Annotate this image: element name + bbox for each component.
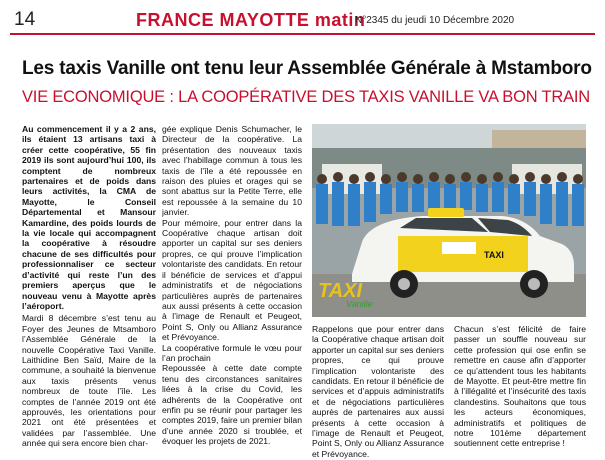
article-photo — [312, 124, 586, 317]
taxi-door-text: TAXI — [484, 250, 504, 260]
article-subhead — [22, 88, 590, 107]
body-paragraph: Pour mémoire, pour entrer dans la Coopérative chaque artisan doit apporter un capital sur ses deniers propres, ce qui prouve l’implication volontariste des candidats. En retour il bénéficie de services et d’appui administratifs et de négociations particulières auprès de partenaires aux aussi présents à cette occasion à l’image de Renault et Peugeot, Point S, Only ou Allianz Assurance et Prévoyance. — [162, 217, 302, 343]
body-paragraph: La coopérative formule le vœu pour l’an prochain — [162, 342, 302, 363]
column-1 — [22, 124, 156, 449]
lead-paragraph: Au commencement il y a 2 ans, ils étaient 13 artisans taxi à créer cette coopérative, 55 fin 2019 ils sont aujourd’hui 100, ils comptent de nombreux partenaires et de poids dans leurs activités, la CMA de Mayotte, le Conseil Départemental et Mansour Kamardine, des poids lourds de la vie locale qui accompagnent la coopérative à résoudre chacune de ses difficultés pour professionnaliser ce secteur d’activité qui reste l’un des premiers aperçus que le nouveau venu à Mayotte après l’aéroport. — [22, 124, 156, 311]
column-4 — [454, 324, 586, 449]
column-3 — [312, 324, 444, 459]
article-headline: Les taxis Vanille ont tenu leur Assemblée Générale à Mstamboro — [22, 58, 592, 79]
masthead-rule — [10, 33, 595, 35]
body-paragraph: gée explique Denis Schumacher, le Directeur de la coopérative. La présentation des nouveaux taxis avec l’habillage commun à tous les taxis de l’île a été repoussée en raison des pluies et orages qui se sont abattus sur la Petite Terre, elle est repoussée à la semaine du 10 janvier. — [162, 124, 302, 218]
issue-info: N°2345 du jeudi 10 Décembre 2020 — [355, 15, 515, 26]
masthead — [10, 6, 595, 32]
paper-name: FRANCE MAYOTTE matin — [136, 10, 366, 30]
page-number: 14 — [14, 9, 36, 30]
taxi-vanille-logo — [318, 280, 378, 312]
column-2 — [162, 124, 302, 447]
body-paragraph: Chacun s’est félicité de faire passer un souffle nouveau sur cette profession qui ose enfin se remettre en cause afin d’apporter ce qu’attendent tous les habitants de Mayotte. Et peut-être mettre fin à l’illégalité et l’insécurité des taxis clandestins. Souhaitons que tous les acteurs économiques, administratifs et politiques de notre 101ème département soutiennent cette entreprise ! — [454, 324, 586, 449]
logo-text: TAXI — [318, 280, 363, 302]
logo-subtext: Vanille — [346, 299, 373, 309]
body-paragraph: Repoussée à cette date compte tenu des circonstances sanitaires liées à la crise du Covid, les adhérents de la Coopérative ont enfin pu se réunir pour partager les comptes 2019, faire un premier bilan d’une année 2020 si troublée, et évoquer les projets de 2021. — [162, 363, 302, 447]
subhead-text: LA COOPÉRATIVE DES TAXIS VANILLE VA BON TRAIN — [178, 88, 591, 106]
body-paragraph: Rappelons que pour entrer dans la Coopérative chaque artisan doit apporter un capital sur ses deniers propres, ce qui prouve l’implication volontariste des candidats. En retour il bénéficie de services et d’appuis administratifs et de négociations particulières auprès de partenaires aux aussi présents à cette occasion à l’image de Renault et Peugeot, Point S, Only ou Allianz Assurance et Prévoyance. — [312, 324, 444, 459]
section-kicker: VIE ECONOMIQUE : — [22, 88, 174, 106]
body-paragraph: Mardi 8 décembre s’est tenu au Foyer des Jeunes de Mtsamboro l’Assemblée Générale de la nouvelle Coopérative Taxi Vanille. Laithidine Ben Saïd, Maire de la commune, a souhaité la bienvenue aux taxis présents venus nombreux de toute l’île. Les comptes de l’année 2019 ont été approuvés, les orientations pour 2021 ont été présentées et validées par l’assemblée. Une année qui sera encore bien char- — [22, 313, 156, 449]
